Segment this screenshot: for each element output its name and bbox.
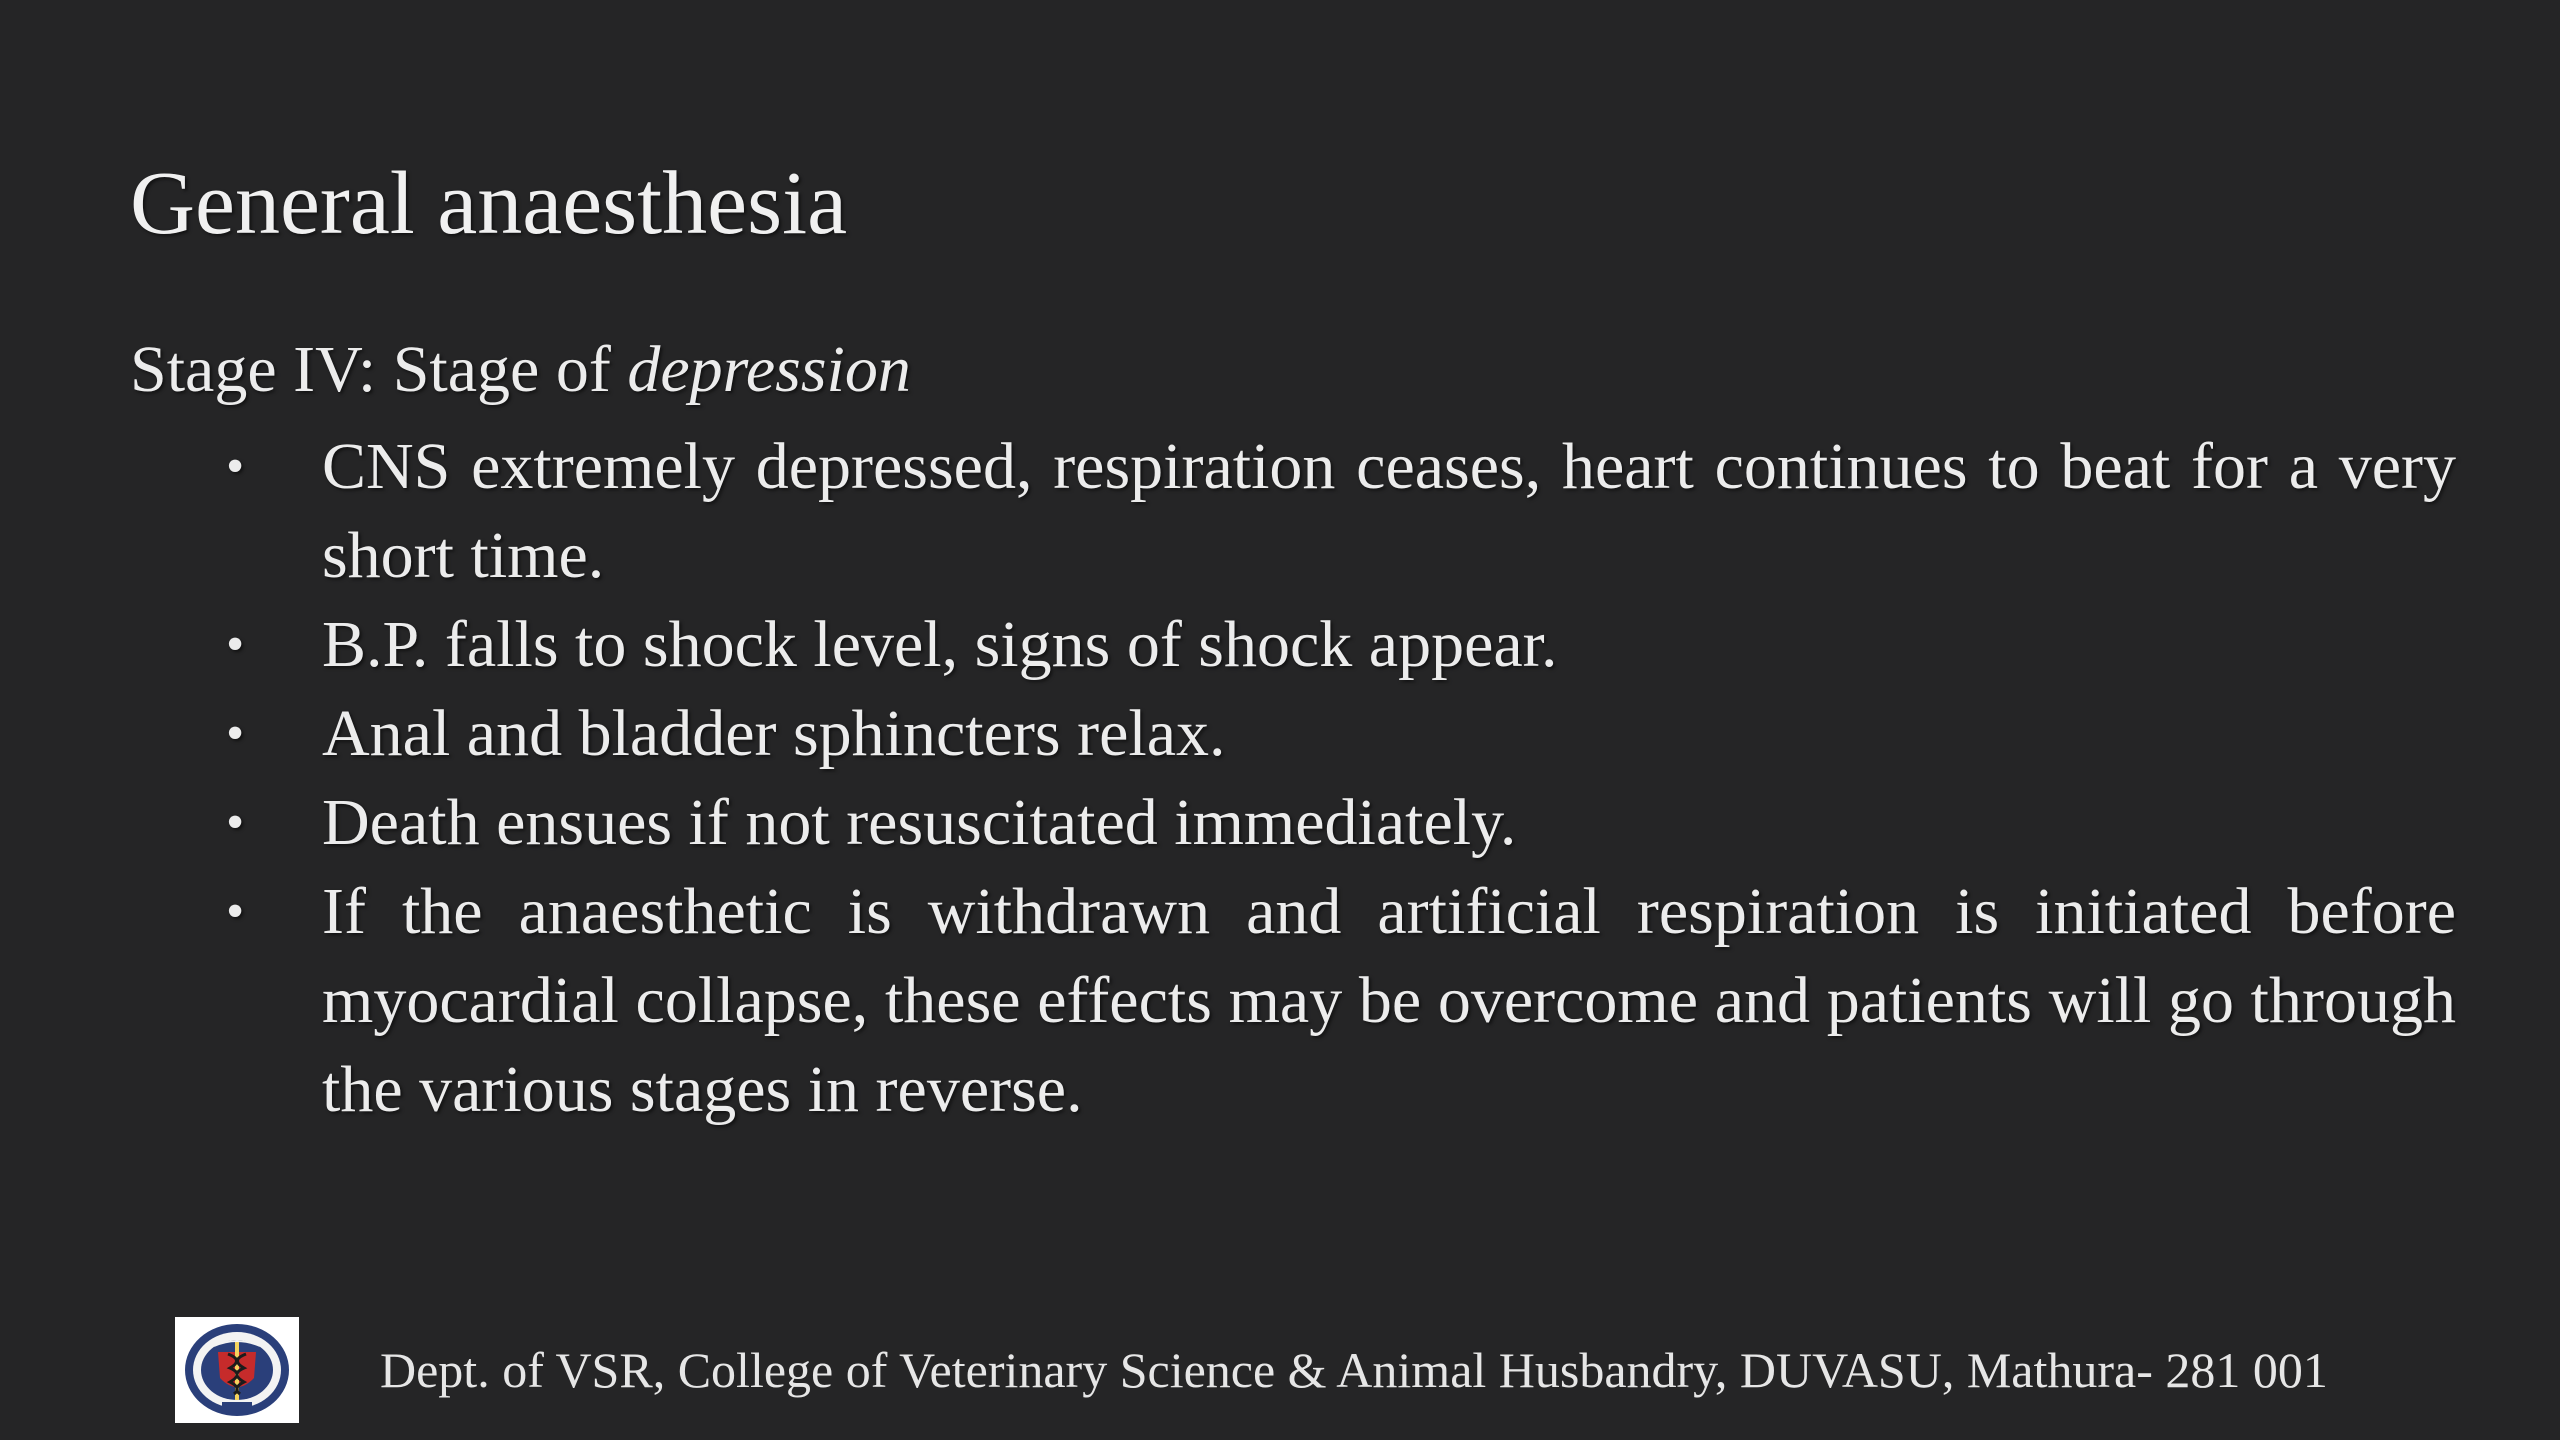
bullet-icon: • — [226, 616, 245, 673]
stage-heading-prefix: Stage IV: Stage of — [130, 333, 628, 406]
bullet-icon: • — [226, 438, 245, 495]
bullet-item — [0, 689, 2456, 778]
university-emblem-logo-icon — [175, 1317, 299, 1423]
bullet-text: Death ensues if not resuscitated immediately. — [322, 786, 1517, 859]
slide-title: General anaesthesia — [130, 154, 848, 253]
emblem-graphic — [178, 1320, 296, 1420]
bullet-item — [0, 600, 2456, 689]
bullet-icon: • — [226, 794, 245, 851]
bullet-text: Anal and bladder sphincters relax. — [322, 697, 1226, 770]
bullet-item — [0, 422, 2456, 600]
bullet-text: CNS extremely depressed, respiration ceases, heart continues to beat for a very short time. — [322, 430, 2456, 592]
footer-department-text: Dept. of VSR, College of Veterinary Science & Animal Husbandry, DUVASU, Mathura- 281 001 — [380, 1342, 2328, 1398]
bullet-item — [0, 778, 2456, 867]
stage-heading-emphasis: depression — [627, 333, 911, 406]
bullet-text: B.P. falls to shock level, signs of shock appear. — [322, 608, 1558, 681]
stage-heading — [130, 330, 911, 409]
bullet-text: If the anaesthetic is withdrawn and artificial respiration is initiated before myocardial collapse, these effects may be overcome and patients will go through the various stages in reverse. — [322, 875, 2456, 1126]
bullet-list — [0, 422, 2456, 1134]
bullet-item — [0, 867, 2456, 1134]
bullet-icon: • — [226, 705, 245, 762]
bullet-icon: • — [226, 883, 245, 940]
